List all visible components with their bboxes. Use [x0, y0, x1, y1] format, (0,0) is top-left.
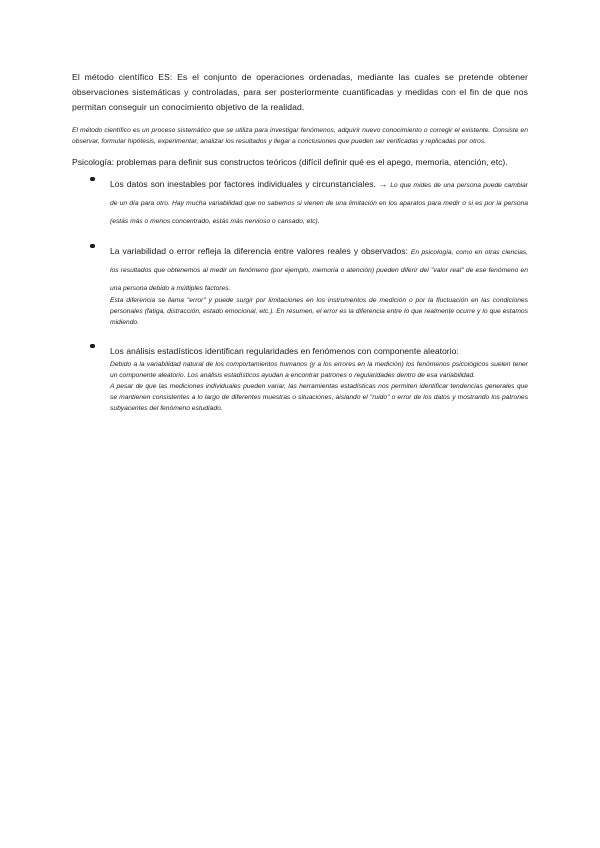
list-item — [72, 241, 528, 328]
point-detail-text-2: Esta diferencia se llama "error" y puede surgir por limitaciones en los instrumentos de medición o por la fluctuación en las condiciones personales (fatiga, distracción, estado emocional, etc.). En resumen, el error es la diferencia entre lo que realmente ocurre y lo que estamos midiendo. — [110, 296, 528, 326]
bullet-icon — [90, 177, 95, 182]
point-detail-text: En psicología, como en otras ciencias, los resultados que obtenemos al medir un fenómeno (por ejemplo, memoria o atención) pueden diferir del "valor real" de ese fenómeno en una persona debido a múltiples factores. — [110, 248, 528, 292]
point-detail-text-2: A pesar de que las mediciones individuales pueden variar, las herramientas estadísticas nos permiten identificar tendencias generales que se mantienen consistentes a lo largo de diferentes muestras o situaciones, aislando el "ruido" o error de los datos y mostrando los patrones subyacentes del fenómeno estudiado. — [110, 382, 528, 412]
list-item — [72, 341, 528, 414]
point-main-text: La variabilidad o error refleja la diferencia entre valores reales y observados: — [110, 245, 411, 256]
note-paragraph: El método científico es un proceso sistemático que se utiliza para investigar fenómenos, adquirir nuevo conocimiento o corregir el existente. Consiste en observar, formular hipótesis, experimentar, analizar los resultados y llegar a conclusiones que pueden ser verificadas y replicadas por otros. — [72, 127, 528, 145]
bullet-icon — [90, 244, 95, 249]
list-item — [72, 174, 528, 228]
point-main-text: Los datos son inestables por factores individuales y circunstanciales. → — [110, 178, 391, 189]
document-page — [72, 70, 528, 427]
bullet-icon — [90, 344, 95, 349]
point-detail-text: Lo que mides de una persona puede cambiar de un día para otro. Hay mucha variabilidad que no sabemos si vienen de una limitación en los aparatos para medir o si es por la persona (estás más o menos concentrado, estás más nervioso o cansado, etc). — [110, 181, 528, 225]
point-detail-text: Debido a la variabilidad natural de los comportamientos humanos (y a los errores en la medición) los fenómenos psicológicos suelen tener un componente aleatorio. Los análisis estadísticos ayudan a encontrar patrones o regularidades dentro de esa variabilidad. — [110, 360, 528, 379]
point-main-text: Los análisis estadísticos identifican regularidades en fenómenos con componente aleatorio: — [110, 345, 459, 356]
intro-paragraph: El método científico ES: Es el conjunto de operaciones ordenadas, mediante las cuales se pretende obtener observaciones sistemáticas y controladas, para ser posteriormente cuantificadas y medidas con el fin de que nos permitan conseguir un conocimiento objetivo de la realidad. — [72, 72, 528, 112]
points-list — [72, 174, 528, 414]
section-heading: Psicología: problemas para definir sus constructos teóricos (difícil definir qué es el apego, memoria, atención, etc). — [72, 157, 508, 167]
